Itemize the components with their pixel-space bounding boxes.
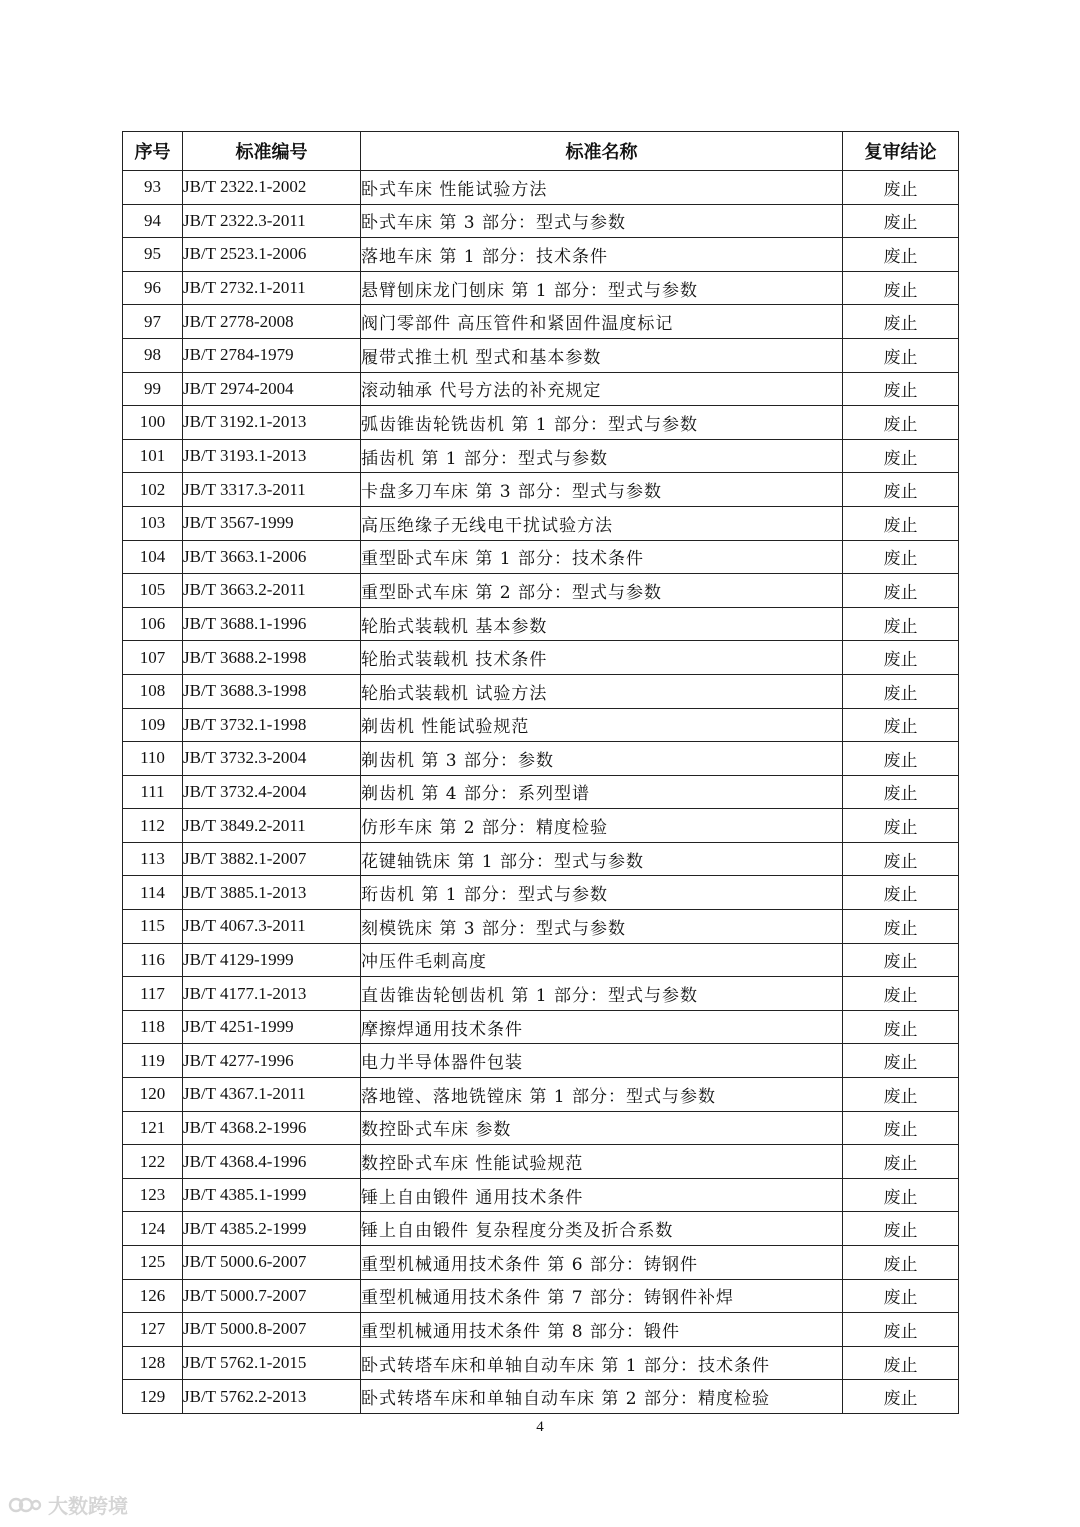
cell-name: 花键轴铣床 第 1 部分：型式与参数	[361, 842, 843, 876]
cell-serial: 114	[123, 876, 183, 910]
table-row	[123, 1111, 959, 1145]
cell-code: JB/T 5762.1-2015	[183, 1346, 361, 1380]
table-row	[123, 574, 959, 608]
header-conclusion: 复审结论	[843, 132, 959, 171]
cell-serial: 128	[123, 1346, 183, 1380]
cell-name: 卧式车床 第 3 部分：型式与参数	[361, 204, 843, 238]
cell-conclusion: 废止	[843, 842, 959, 876]
cell-conclusion: 废止	[843, 204, 959, 238]
cell-serial: 112	[123, 809, 183, 843]
cell-conclusion: 废止	[843, 742, 959, 776]
table-row	[123, 1346, 959, 1380]
cell-conclusion: 废止	[843, 809, 959, 843]
cell-code: JB/T 2523.1-2006	[183, 238, 361, 272]
cell-name: 滚动轴承 代号方法的补充规定	[361, 372, 843, 406]
cell-serial: 125	[123, 1246, 183, 1280]
cell-name: 电力半导体器件包装	[361, 1044, 843, 1078]
table-row	[123, 406, 959, 440]
cell-name: 轮胎式装载机 基本参数	[361, 607, 843, 641]
cell-conclusion: 废止	[843, 1313, 959, 1347]
cell-serial: 100	[123, 406, 183, 440]
cell-name: 插齿机 第 1 部分：型式与参数	[361, 439, 843, 473]
cell-conclusion: 废止	[843, 171, 959, 205]
table-row	[123, 439, 959, 473]
cell-serial: 121	[123, 1111, 183, 1145]
cell-code: JB/T 4385.2-1999	[183, 1212, 361, 1246]
table-row	[123, 910, 959, 944]
table-row	[123, 271, 959, 305]
table-row	[123, 506, 959, 540]
cell-name: 重型机械通用技术条件 第 7 部分：铸钢件补焊	[361, 1279, 843, 1313]
cell-serial: 126	[123, 1279, 183, 1313]
cell-code: JB/T 3567-1999	[183, 506, 361, 540]
cell-name: 轮胎式装载机 试验方法	[361, 674, 843, 708]
table-row	[123, 372, 959, 406]
table-row	[123, 876, 959, 910]
cell-code: JB/T 3193.1-2013	[183, 439, 361, 473]
cell-code: JB/T 2322.1-2002	[183, 171, 361, 205]
cell-code: JB/T 5000.6-2007	[183, 1246, 361, 1280]
cell-name: 卧式转塔车床和单轴自动车床 第 2 部分：精度检验	[361, 1380, 843, 1414]
table-row	[123, 742, 959, 776]
table-row	[123, 641, 959, 675]
table-row	[123, 1313, 959, 1347]
header-name: 标准名称	[361, 132, 843, 171]
cell-name: 剃齿机 性能试验规范	[361, 708, 843, 742]
cell-conclusion: 废止	[843, 1145, 959, 1179]
cell-name: 轮胎式装载机 技术条件	[361, 641, 843, 675]
cell-code: JB/T 4177.1-2013	[183, 977, 361, 1011]
cell-code: JB/T 4067.3-2011	[183, 910, 361, 944]
cell-conclusion: 废止	[843, 406, 959, 440]
watermark-logo-icon	[8, 1494, 42, 1516]
cell-serial: 129	[123, 1380, 183, 1414]
table-row	[123, 943, 959, 977]
cell-conclusion: 废止	[843, 910, 959, 944]
cell-serial: 120	[123, 1078, 183, 1112]
cell-code: JB/T 3688.1-1996	[183, 607, 361, 641]
cell-serial: 127	[123, 1313, 183, 1347]
cell-serial: 118	[123, 1010, 183, 1044]
cell-code: JB/T 2974-2004	[183, 372, 361, 406]
table-row	[123, 674, 959, 708]
table-row	[123, 305, 959, 339]
cell-serial: 108	[123, 674, 183, 708]
cell-conclusion: 废止	[843, 708, 959, 742]
cell-conclusion: 废止	[843, 574, 959, 608]
table-row	[123, 1178, 959, 1212]
cell-code: JB/T 2778-2008	[183, 305, 361, 339]
cell-name: 珩齿机 第 1 部分：型式与参数	[361, 876, 843, 910]
cell-name: 履带式推土机 型式和基本参数	[361, 338, 843, 372]
table-row	[123, 204, 959, 238]
cell-name: 仿形车床 第 2 部分：精度检验	[361, 809, 843, 843]
cell-serial: 115	[123, 910, 183, 944]
cell-code: JB/T 4129-1999	[183, 943, 361, 977]
cell-conclusion: 废止	[843, 876, 959, 910]
cell-conclusion: 废止	[843, 1078, 959, 1112]
cell-name: 重型卧式车床 第 2 部分：型式与参数	[361, 574, 843, 608]
table-row	[123, 1078, 959, 1112]
cell-conclusion: 废止	[843, 775, 959, 809]
cell-serial: 93	[123, 171, 183, 205]
cell-serial: 106	[123, 607, 183, 641]
cell-name: 阀门零部件 高压管件和紧固件温度标记	[361, 305, 843, 339]
cell-code: JB/T 2732.1-2011	[183, 271, 361, 305]
cell-serial: 119	[123, 1044, 183, 1078]
cell-serial: 109	[123, 708, 183, 742]
cell-name: 卧式转塔车床和单轴自动车床 第 1 部分：技术条件	[361, 1346, 843, 1380]
standards-table	[122, 131, 959, 1414]
cell-code: JB/T 3663.2-2011	[183, 574, 361, 608]
table-row	[123, 708, 959, 742]
table-header-row	[123, 132, 959, 171]
cell-name: 剃齿机 第 4 部分：系列型谱	[361, 775, 843, 809]
cell-name: 卧式车床 性能试验方法	[361, 171, 843, 205]
cell-conclusion: 废止	[843, 238, 959, 272]
cell-conclusion: 废止	[843, 1010, 959, 1044]
cell-serial: 110	[123, 742, 183, 776]
table-row	[123, 1380, 959, 1414]
table-row	[123, 1010, 959, 1044]
cell-serial: 98	[123, 338, 183, 372]
cell-conclusion: 废止	[843, 372, 959, 406]
header-code: 标准编号	[183, 132, 361, 171]
cell-name: 数控卧式车床 参数	[361, 1111, 843, 1145]
table-row	[123, 1279, 959, 1313]
cell-conclusion: 废止	[843, 977, 959, 1011]
cell-name: 冲压件毛刺高度	[361, 943, 843, 977]
cell-serial: 111	[123, 775, 183, 809]
table-row	[123, 238, 959, 272]
cell-serial: 99	[123, 372, 183, 406]
cell-conclusion: 废止	[843, 1246, 959, 1280]
table-row	[123, 1044, 959, 1078]
watermark-text: 大数跨境	[48, 1494, 128, 1518]
cell-serial: 101	[123, 439, 183, 473]
cell-name: 落地镗、落地铣镗床 第 1 部分：型式与参数	[361, 1078, 843, 1112]
cell-name: 刻模铣床 第 3 部分：型式与参数	[361, 910, 843, 944]
cell-code: JB/T 4367.1-2011	[183, 1078, 361, 1112]
cell-serial: 105	[123, 574, 183, 608]
cell-name: 重型卧式车床 第 1 部分：技术条件	[361, 540, 843, 574]
cell-code: JB/T 3688.3-1998	[183, 674, 361, 708]
cell-code: JB/T 5762.2-2013	[183, 1380, 361, 1414]
cell-conclusion: 废止	[843, 540, 959, 574]
cell-code: JB/T 3849.2-2011	[183, 809, 361, 843]
cell-conclusion: 废止	[843, 1380, 959, 1414]
cell-code: JB/T 4385.1-1999	[183, 1178, 361, 1212]
cell-conclusion: 废止	[843, 607, 959, 641]
cell-conclusion: 废止	[843, 1279, 959, 1313]
cell-code: JB/T 3688.2-1998	[183, 641, 361, 675]
cell-name: 剃齿机 第 3 部分：参数	[361, 742, 843, 776]
cell-serial: 104	[123, 540, 183, 574]
cell-conclusion: 废止	[843, 641, 959, 675]
cell-serial: 107	[123, 641, 183, 675]
cell-conclusion: 废止	[843, 674, 959, 708]
cell-serial: 94	[123, 204, 183, 238]
cell-code: JB/T 3885.1-2013	[183, 876, 361, 910]
cell-code: JB/T 2322.3-2011	[183, 204, 361, 238]
cell-serial: 96	[123, 271, 183, 305]
cell-conclusion: 废止	[843, 271, 959, 305]
cell-conclusion: 废止	[843, 473, 959, 507]
table-body	[123, 171, 959, 1414]
cell-code: JB/T 3317.3-2011	[183, 473, 361, 507]
table-row	[123, 775, 959, 809]
cell-code: JB/T 4251-1999	[183, 1010, 361, 1044]
watermark	[8, 1490, 128, 1519]
cell-code: JB/T 5000.8-2007	[183, 1313, 361, 1347]
cell-conclusion: 废止	[843, 943, 959, 977]
cell-code: JB/T 2784-1979	[183, 338, 361, 372]
cell-serial: 102	[123, 473, 183, 507]
cell-name: 高压绝缘子无线电干扰试验方法	[361, 506, 843, 540]
cell-serial: 116	[123, 943, 183, 977]
cell-conclusion: 废止	[843, 1111, 959, 1145]
cell-name: 锤上自由锻件 通用技术条件	[361, 1178, 843, 1212]
cell-code: JB/T 4277-1996	[183, 1044, 361, 1078]
cell-code: JB/T 3732.3-2004	[183, 742, 361, 776]
header-serial: 序号	[123, 132, 183, 171]
cell-conclusion: 废止	[843, 1212, 959, 1246]
cell-conclusion: 废止	[843, 1178, 959, 1212]
cell-serial: 103	[123, 506, 183, 540]
table-row	[123, 607, 959, 641]
cell-conclusion: 废止	[843, 506, 959, 540]
cell-name: 锤上自由锻件 复杂程度分类及折合系数	[361, 1212, 843, 1246]
cell-serial: 97	[123, 305, 183, 339]
cell-serial: 95	[123, 238, 183, 272]
table-row	[123, 540, 959, 574]
cell-serial: 117	[123, 977, 183, 1011]
cell-conclusion: 废止	[843, 1346, 959, 1380]
cell-name: 数控卧式车床 性能试验规范	[361, 1145, 843, 1179]
table-row	[123, 1246, 959, 1280]
cell-code: JB/T 5000.7-2007	[183, 1279, 361, 1313]
cell-code: JB/T 3882.1-2007	[183, 842, 361, 876]
cell-name: 弧齿锥齿轮铣齿机 第 1 部分：型式与参数	[361, 406, 843, 440]
cell-conclusion: 废止	[843, 1044, 959, 1078]
cell-serial: 113	[123, 842, 183, 876]
table-row	[123, 809, 959, 843]
cell-code: JB/T 3732.1-1998	[183, 708, 361, 742]
cell-name: 落地车床 第 1 部分：技术条件	[361, 238, 843, 272]
table-row	[123, 1145, 959, 1179]
cell-code: JB/T 3663.1-2006	[183, 540, 361, 574]
table-row	[123, 1212, 959, 1246]
table-row	[123, 338, 959, 372]
cell-name: 直齿锥齿轮刨齿机 第 1 部分：型式与参数	[361, 977, 843, 1011]
cell-code: JB/T 3732.4-2004	[183, 775, 361, 809]
cell-conclusion: 废止	[843, 305, 959, 339]
table-row	[123, 473, 959, 507]
cell-conclusion: 废止	[843, 439, 959, 473]
cell-name: 卡盘多刀车床 第 3 部分：型式与参数	[361, 473, 843, 507]
table-row	[123, 977, 959, 1011]
cell-name: 摩擦焊通用技术条件	[361, 1010, 843, 1044]
cell-code: JB/T 4368.2-1996	[183, 1111, 361, 1145]
cell-code: JB/T 3192.1-2013	[183, 406, 361, 440]
cell-conclusion: 废止	[843, 338, 959, 372]
cell-name: 重型机械通用技术条件 第 6 部分：铸钢件	[361, 1246, 843, 1280]
cell-serial: 124	[123, 1212, 183, 1246]
cell-name: 悬臂刨床龙门刨床 第 1 部分：型式与参数	[361, 271, 843, 305]
cell-serial: 123	[123, 1178, 183, 1212]
cell-name: 重型机械通用技术条件 第 8 部分：锻件	[361, 1313, 843, 1347]
table-row	[123, 171, 959, 205]
cell-code: JB/T 4368.4-1996	[183, 1145, 361, 1179]
cell-serial: 122	[123, 1145, 183, 1179]
table-row	[123, 842, 959, 876]
page-number: 4	[536, 1419, 544, 1435]
